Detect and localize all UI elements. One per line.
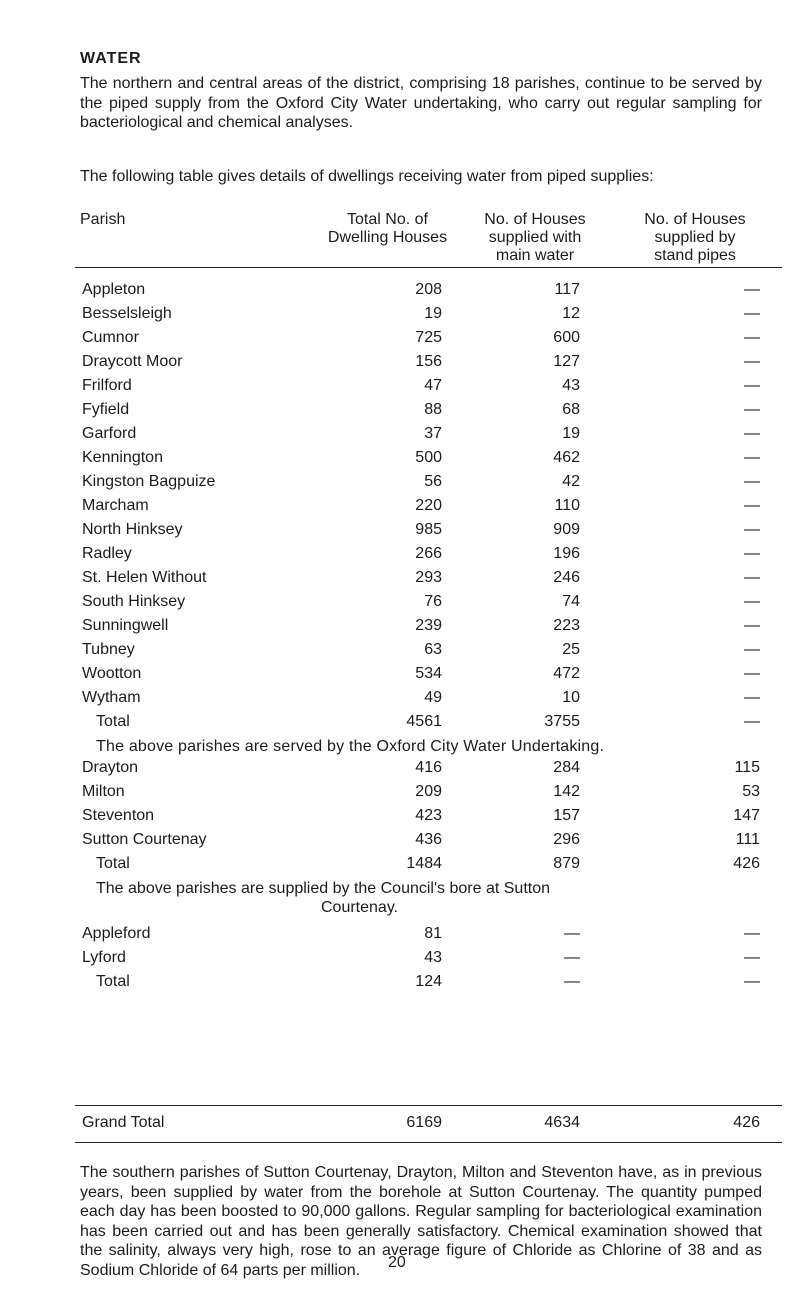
stand-pipes-cell: — [744,925,760,942]
header-line: main water [495,247,575,264]
table-top-rule [75,267,782,268]
parish-cell: Kennington [82,449,163,466]
table-row [0,401,800,425]
parish-cell: Wytham [82,689,141,706]
main-water-cell: 127 [553,353,580,370]
table-row [0,449,800,473]
total-dwellings-cell: 6169 [406,1114,442,1131]
table-row [0,759,800,783]
parish-cell: Appleton [82,281,146,298]
total-dwellings-cell: 293 [415,569,442,586]
table-row [0,807,800,831]
section-heading: WATER [80,50,142,67]
total-dwellings-cell: 266 [415,545,442,562]
parish-cell: Radley [82,545,132,562]
table-row [0,665,800,689]
note-line: The above parishes are supplied by the Council's bore at Sutton [96,880,550,897]
main-water-cell: 462 [553,449,580,466]
column-header-total-dwellings [300,211,475,247]
table-row [0,617,800,641]
main-water-cell: 196 [553,545,580,562]
total-dwellings-cell: 416 [415,759,442,776]
stand-pipes-cell: — [744,377,760,394]
total-dwellings-cell: 436 [415,831,442,848]
main-water-cell: 110 [554,497,580,514]
table-row [0,831,800,855]
stand-pipes-cell: — [744,281,760,298]
main-water-cell: 3755 [544,713,580,730]
parish-cell: Grand Total [82,1114,165,1131]
main-water-cell: 909 [553,521,580,538]
parish-cell: Total [96,973,130,990]
total-dwellings-cell: 19 [424,305,442,322]
parish-cell: Total [96,855,130,872]
stand-pipes-cell: 426 [733,1114,760,1131]
table-row [0,593,800,617]
total-dwellings-cell: 209 [415,783,442,800]
header-line: Dwelling Houses [327,229,448,246]
parish-cell: Milton [82,783,125,800]
table-row [0,949,800,973]
total-dwellings-cell: 1484 [406,855,442,872]
parish-cell: Lyford [82,949,126,966]
stand-pipes-cell: — [744,473,760,490]
total-dwellings-cell: 88 [424,401,442,418]
parish-cell: Wootton [82,665,142,682]
table-row [0,329,800,353]
intro-paragraph: The northern and central areas of the district, comprising 18 parishes, continue to be served by the piped supply from the Oxford City Water undertaking, who carry out regular sampling for bacteriological and chemical analyses. [80,75,762,131]
stand-pipes-cell: — [744,973,760,990]
stand-pipes-cell: — [744,713,760,730]
stand-pipes-cell: 426 [733,855,760,872]
table-row [0,783,800,807]
main-water-cell: 12 [562,305,580,322]
total-row [0,713,800,737]
parish-cell: Kingston Bagpuize [82,473,216,490]
parish-cell: South Hinksey [82,593,186,610]
header-line: No. of Houses [484,211,586,228]
main-water-cell: 68 [562,401,580,418]
table-row [0,425,800,449]
main-water-cell: 223 [553,617,580,634]
stand-pipes-cell: — [744,353,760,370]
stand-pipes-cell: — [744,545,760,562]
main-water-cell: 10 [562,689,580,706]
total-row [0,855,800,879]
table-row [0,353,800,377]
main-water-cell: 879 [553,855,580,872]
stand-pipes-cell: — [744,329,760,346]
main-water-cell: 74 [562,593,580,610]
total-dwellings-cell: 500 [415,449,442,466]
main-water-cell: 600 [553,329,580,346]
total-dwellings-cell: 725 [415,329,442,346]
parish-cell: Frilford [82,377,132,394]
grand-total-top-rule [75,1105,782,1106]
parish-cell: Garford [82,425,137,442]
header-line: stand pipes [654,247,736,264]
table-row [0,281,800,305]
parish-cell: Sunningwell [82,617,169,634]
main-water-cell: 42 [562,473,580,490]
main-water-cell: 284 [553,759,580,776]
header-line: Total No. of [347,211,428,228]
table-row [0,305,800,329]
parish-cell: Sutton Courtenay [82,831,207,848]
stand-pipes-cell: — [744,617,760,634]
stand-pipes-cell: — [744,425,760,442]
main-water-cell: 25 [562,641,580,658]
total-dwellings-cell: 124 [415,973,442,990]
total-dwellings-cell: 47 [424,377,442,394]
column-header-main-water [460,211,610,265]
total-dwellings-cell: 4561 [406,713,442,730]
total-dwellings-cell: 220 [415,497,442,514]
table-row [0,925,800,949]
parish-cell: Total [96,713,130,730]
main-water-cell: 117 [554,281,580,298]
total-dwellings-cell: 985 [415,521,442,538]
table-row [0,1114,800,1138]
parish-cell: Cumnor [82,329,139,346]
stand-pipes-cell: — [744,497,760,514]
main-water-cell: — [564,925,580,942]
borehole-paragraph: The southern parishes of Sutton Courtenay, Drayton, Milton and Steventon have, as in previous years, been supplied by water from the borehole at Sutton Courtenay. The quantity pumped each day has been boosted to 90,000 gallons. Regular sampling for bacteriological examination has been carried out and has been generally satisfactory. Chemical examination showed that the salinity, always very high, rose to an average figure of Chloride as Chlorine of 38 and as Sodium Chloride of 64 parts per million. [80,1164,762,1279]
total-dwellings-cell: 56 [424,473,442,490]
stand-pipes-cell: — [744,665,760,682]
total-dwellings-cell: 37 [424,425,442,442]
main-water-cell: 19 [562,425,580,442]
stand-pipes-cell: — [744,569,760,586]
total-dwellings-cell: 49 [424,689,442,706]
column-header-stand-pipes [610,211,780,265]
parish-cell: Tubney [82,641,135,658]
stand-pipes-cell: 115 [734,759,760,776]
header-line: supplied by [654,229,736,246]
parish-cell: North Hinksey [82,521,183,538]
main-water-cell: 157 [553,807,580,824]
total-dwellings-cell: 423 [415,807,442,824]
stand-pipes-cell: — [744,521,760,538]
parish-cell: Marcham [82,497,149,514]
total-dwellings-cell: 81 [424,925,442,942]
stand-pipes-cell: — [744,689,760,706]
stand-pipes-cell: 53 [742,783,760,800]
page-number: 20 [388,1254,406,1271]
table-row [0,545,800,569]
total-dwellings-cell: 239 [415,617,442,634]
stand-pipes-cell: — [744,593,760,610]
note-line: Courtenay. [321,899,399,916]
main-water-cell: 296 [553,831,580,848]
main-water-cell: — [564,949,580,966]
table-row [0,521,800,545]
table-intro-paragraph: The following table gives details of dwellings receiving water from piped supplies: [80,168,654,185]
total-dwellings-cell: 208 [415,281,442,298]
stand-pipes-cell: — [744,305,760,322]
total-row [0,973,800,997]
header-line: supplied with [488,229,582,246]
group-note-council-bore [96,879,550,917]
group-note-oxford: The above parishes are served by the Oxford City Water Undertaking. [96,738,605,755]
table-row [0,569,800,593]
parish-cell: Besselsleigh [82,305,172,322]
grand-total-bottom-rule [75,1142,782,1143]
main-water-cell: 4634 [544,1114,580,1131]
parish-cell: St. Helen Without [82,569,207,586]
table-row [0,497,800,521]
parish-cell: Steventon [82,807,155,824]
stand-pipes-cell: 147 [733,807,760,824]
table-row [0,689,800,713]
total-dwellings-cell: 76 [424,593,442,610]
total-dwellings-cell: 63 [424,641,442,658]
stand-pipes-cell: — [744,401,760,418]
main-water-cell: — [564,973,580,990]
stand-pipes-cell: — [744,641,760,658]
table-row [0,641,800,665]
stand-pipes-cell: 111 [735,831,760,848]
stand-pipes-cell: — [744,449,760,466]
main-water-cell: 142 [553,783,580,800]
main-water-cell: 246 [553,569,580,586]
total-dwellings-cell: 43 [424,949,442,966]
total-dwellings-cell: 534 [415,665,442,682]
parish-cell: Fyfield [82,401,130,418]
header-line: No. of Houses [644,211,746,228]
main-water-cell: 472 [553,665,580,682]
parish-cell: Appleford [82,925,151,942]
column-header-parish: Parish [80,211,126,228]
table-row [0,377,800,401]
total-dwellings-cell: 156 [415,353,442,370]
main-water-cell: 43 [562,377,580,394]
parish-cell: Drayton [82,759,139,776]
table-row [0,473,800,497]
parish-cell: Draycott Moor [82,353,183,370]
stand-pipes-cell: — [744,949,760,966]
